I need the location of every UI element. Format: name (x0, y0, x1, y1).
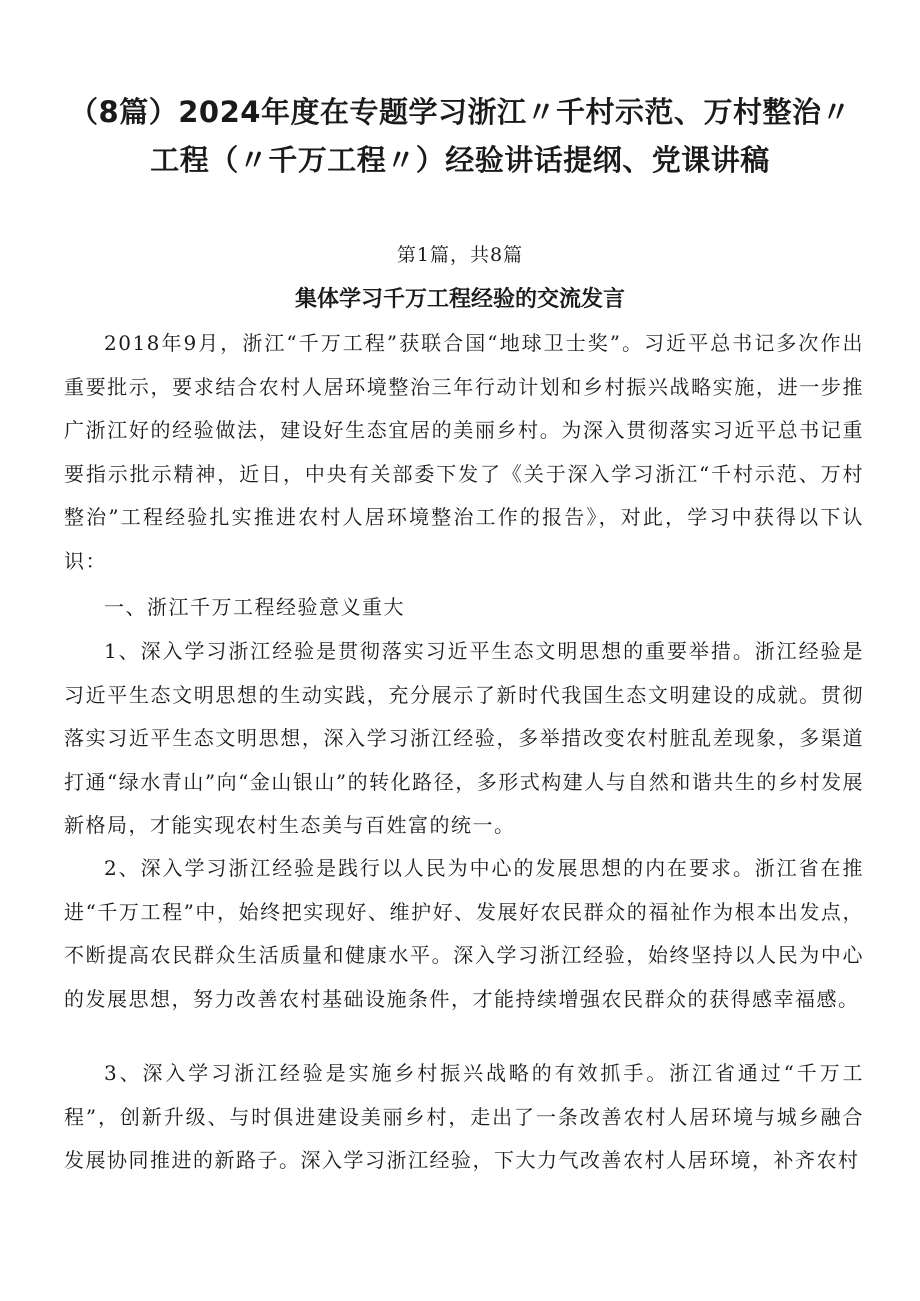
paragraph-subheading: 一、浙江千万工程经验意义重大 (104, 595, 405, 619)
paragraph-point-1: 1、深入学习浙江经验是贯彻落实习近平生态文明思想的重要举措。浙江经验是习近平生态文明思想的生动实践，充分展示了新时代我国生态文明建设的成就。贯彻落实习近平生态文明思想，深入学习浙江经验，多举措改变农村脏乱差现象，多渠道打通“绿水青山”向“金山银山”的转化路径，多形式构建人与自然和谐共生的乡村发展新格局，才能实现农村生态美与百姓富的统一。 (64, 639, 864, 837)
section-number: 第1篇，共8篇 (396, 244, 524, 266)
paragraph-point-3: 3、深入学习浙江经验是实施乡村振兴战略的有效抓手。浙江省通过“千万工程”，创新升级、与时俱进建设美丽乡村，走出了一条改善农村人居环境与城乡融合发展协同推进的新路子。深入学习浙江经验，下大力气改善农村人居环境，补齐农村 (64, 1061, 864, 1172)
document-title: （8篇）2024年度在专题学习浙江〃千村示范、万村整治〃工程（〃千万工程〃）经验讲话提纲、党课讲稿 (69, 95, 851, 177)
section-heading: 集体学习千万工程经验的交流发言 (294, 287, 625, 312)
paragraph-intro: 2018年9月，浙江“千万工程”获联合国“地球卫士奖”。习近平总书记多次作出重要批示，要求结合农村人居环境整治三年行动计划和乡村振兴战略实施，进一步推广浙江好的经验做法，建设好生态宜居的美丽乡村。为深入贯彻落实习近平总书记重要指示批示精神，近日，中央有关部委下发了《关于深入学习浙江“千村示范、万村整治”工程经验扎实推进农村人居环境整治工作的报告》，对此，学习中获得以下认识： (64, 331, 864, 573)
paragraph-point-2: 2、深入学习浙江经验是践行以人民为中心的发展思想的内在要求。浙江省在推进“千万工程”中，始终把实现好、维护好、发展好农民群众的福祉作为根本出发点，不断提高农民群众生活质量和健康水平。深入学习浙江经验，始终坚持以人民为中心的发展思想，努力改善农村基础设施条件，才能持续增强农民群众的获得感幸福感。 (64, 856, 864, 1011)
